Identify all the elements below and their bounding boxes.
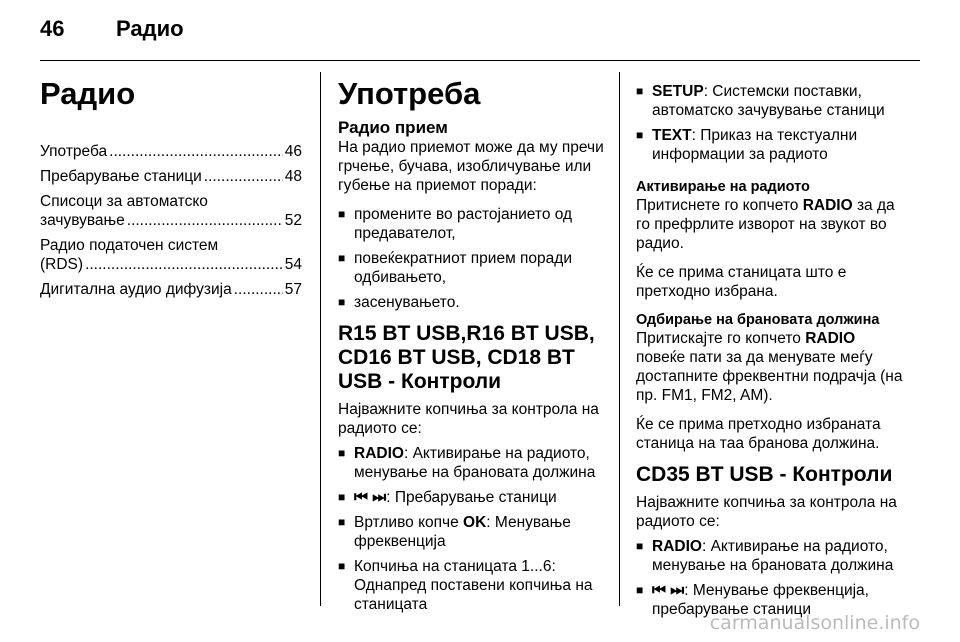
bullet-list: [636, 82, 906, 164]
controls-list: [338, 444, 606, 614]
content-column-3: [636, 68, 906, 627]
radio-key-label: RADIO: [652, 538, 702, 555]
toc-page-number: 57: [284, 281, 302, 298]
toc-leader-dots: [109, 142, 283, 161]
toc-page-number: 54: [284, 256, 302, 273]
paragraph: Најважните копчиња за контрола на радиото се:: [636, 494, 897, 530]
toc-entry-label: Пребарување станици: [40, 168, 202, 185]
list-item: ■ промените во растојанието од предавателот,: [338, 205, 606, 243]
list-item: ■ повеќекратниот прием поради одбивањето,: [338, 249, 606, 287]
controls-list: [636, 537, 906, 619]
chapter-title: Радио: [40, 76, 136, 111]
paragraph: На радио приемот може да му пречи грчење, бучава, изобличување или губење на приемот поради:: [338, 139, 604, 194]
ok-key-label: OK: [463, 514, 487, 531]
subheading-radio-reception: Радио прием: [338, 118, 448, 137]
subheading-band: Одбирање на брановата должина: [636, 312, 880, 328]
list-item: ■ ⏮ ⏭: Менување фреквенција, пребарување станици: [636, 581, 906, 619]
paragraph: Најважните копчиња за контрола на радиото се:: [338, 401, 599, 437]
page-header: [40, 16, 184, 42]
toc-entry[interactable]: [40, 167, 302, 186]
section-heading: Употреба: [338, 76, 481, 111]
subheading-activate: Активирање на радиото: [636, 179, 810, 195]
column-divider: [320, 72, 321, 606]
toc-entry[interactable]: [40, 280, 302, 299]
toc-leader-dots: [234, 280, 283, 299]
table-of-contents: [40, 142, 302, 299]
controls-heading: CD35 BT USB - Контроли: [636, 463, 893, 486]
list-item: ■ SETUP: Системски поставки, автоматско зачувување станици: [636, 82, 906, 120]
toc-entry-label: Дигитална аудио дифузија: [40, 281, 232, 298]
bullet-list: [338, 205, 606, 312]
list-item: ■ RADIO: Активирање на радиото, менување на брановата должина: [338, 444, 606, 482]
watermark: carmanualsonline.info: [709, 612, 920, 634]
toc-entry-label: Списоци за автоматско: [40, 193, 208, 210]
toc-page-number: 46: [284, 143, 302, 160]
setup-key-label: SETUP: [652, 83, 704, 100]
toc-entry[interactable]: [40, 192, 302, 230]
paragraph: Притиснете го копчето RADIO за да го префрлите изворот на звукот во радио.: [636, 197, 895, 252]
header-rule: [40, 60, 920, 61]
paragraph: Ќе се прима станицата што е претходно избрана.: [636, 264, 847, 300]
radio-key-label: RADIO: [354, 445, 404, 462]
toc-entry-label: зачувување: [40, 212, 125, 229]
toc-entry[interactable]: [40, 236, 302, 274]
toc-column: [40, 68, 302, 305]
paragraph: Притискајте го копчето RADIO повеќе пати за да менувате меѓу достапните фреквентни подрачја (на пр. FM1, FM2, AM).: [636, 330, 903, 404]
toc-page-number: 52: [284, 212, 302, 229]
section-title: Радио: [116, 16, 184, 41]
list-item: ■ Копчиња на станицата 1...6: Однапред поставени копчиња на станицата: [338, 557, 606, 614]
text-key-label: TEXT: [652, 127, 692, 144]
list-item: ■ засенувањето.: [338, 293, 606, 312]
content-column-2: [338, 68, 606, 622]
toc-page-number: 48: [284, 168, 302, 185]
toc-entry-label: (RDS): [40, 256, 84, 273]
toc-entry-label: Употреба: [40, 143, 108, 160]
toc-entry-label: Радио податочен систем: [40, 237, 219, 254]
seek-icon: ⏮ ⏭: [652, 582, 685, 599]
seek-icon: ⏮ ⏭: [354, 489, 387, 506]
column-divider: [619, 72, 620, 606]
paragraph: Ќе се прима претходно избраната станица на таа бранова должина.: [636, 416, 881, 452]
toc-entry[interactable]: [40, 142, 302, 161]
toc-leader-dots: [204, 167, 283, 186]
page-number: 46: [40, 16, 65, 41]
toc-leader-dots: [127, 211, 283, 230]
toc-leader-dots: [85, 255, 283, 274]
list-item: ■ ⏮ ⏭: Пребарување станици: [338, 488, 606, 507]
list-item: ■ Вртливо копче OK: Менување фреквенција: [338, 513, 606, 551]
list-item: ■ RADIO: Активирање на радиото, менување на брановата должина: [636, 537, 906, 575]
list-item: ■ TEXT: Приказ на текстуални информации за радиото: [636, 126, 906, 164]
controls-heading: R15 BT USB,R16 BT USB, CD16 BT USB, CD18 BT USB - Контроли: [338, 322, 595, 393]
